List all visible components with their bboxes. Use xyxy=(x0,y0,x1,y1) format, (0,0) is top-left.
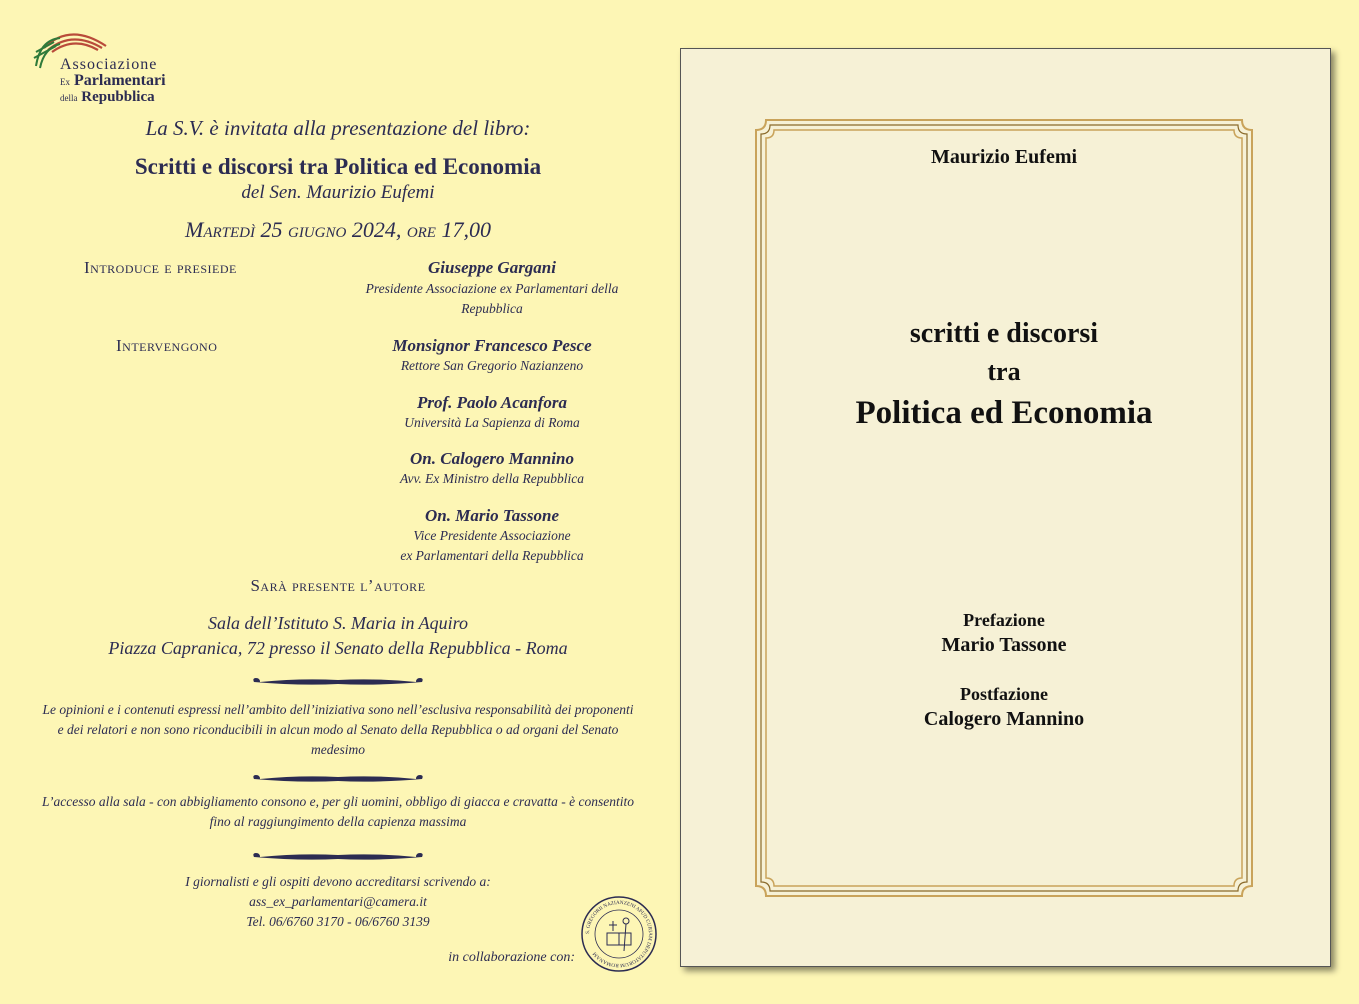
cover-ornamental-frame xyxy=(754,118,1254,898)
cover-afterword-label: Postfazione xyxy=(960,684,1048,704)
cover-title-line-3: Politica ed Economia xyxy=(855,395,1153,431)
dress-code-notice: L’accesso alla sala - con abbigliamento consono e, per gli uomini, obbligo di giacca e cravatta - è consentito fino al raggiungimento della capienza massima xyxy=(42,794,634,829)
speaker-name: On. Mario Tassone xyxy=(425,506,559,525)
ornamental-divider xyxy=(250,675,426,689)
venue-line-1: Sala dell’Istituto S. Maria in Aquiro xyxy=(208,613,468,633)
speaker-name: Monsignor Francesco Pesce xyxy=(392,336,592,355)
disclaimer-notice: Le opinioni e i contenuti espressi nell’ambito dell’iniziativa sono nell’esclusiva responsabilità dei proponenti e dei relatori e non sono riconducibili in alcun modo al Senato della Repubblica o ad organi del Senato medesimo xyxy=(42,702,634,757)
speaker-item xyxy=(350,506,634,566)
ornamental-divider xyxy=(250,850,426,864)
logo-line-2: Ex Parlamentari xyxy=(60,72,166,89)
event-date: Martedì 25 giugno 2024, ore 17,00 xyxy=(185,217,491,242)
logo-line-1: Associazione xyxy=(60,56,158,73)
invitation-intro: La S.V. è invitata alla presentazione del libro: xyxy=(145,116,531,140)
invitation-book-author: del Sen. Maurizio Eufemi xyxy=(241,182,435,203)
speaker-description-line-2: ex Parlamentari della Repubblica xyxy=(400,548,584,563)
cover-author: Maurizio Eufemi xyxy=(930,146,1078,168)
speaker-name: Prof. Paolo Acanfora xyxy=(416,393,567,412)
accreditation-email[interactable]: ass_ex_parlamentari@camera.it xyxy=(249,894,427,909)
accreditation-phone: Tel. 06/6760 3170 - 06/6760 3139 xyxy=(246,914,430,929)
chair-block xyxy=(350,258,634,319)
speakers-role-label: Intervengono xyxy=(116,336,218,355)
speaker-description: Vice Presidente Associazione xyxy=(413,528,571,543)
accreditation-block xyxy=(40,872,636,932)
author-presence: Sarà presente l’autore xyxy=(250,576,426,595)
seal-icon xyxy=(580,895,658,973)
logo-line-3: della Repubblica xyxy=(60,89,155,105)
speaker-item xyxy=(350,393,634,433)
collaboration-label: in collaborazione con: xyxy=(448,950,575,965)
cover-title-line-1: scritti e discorsi xyxy=(909,318,1099,349)
cover-preface-label: Prefazione xyxy=(963,610,1045,630)
speaker-item xyxy=(350,336,634,376)
cover-afterword-author: Calogero Mannino xyxy=(923,708,1085,730)
speaker-description: Università La Sapienza di Roma xyxy=(404,415,580,430)
chair-description: Presidente Associazione ex Parlamentari della Repubblica xyxy=(365,281,619,316)
association-logo xyxy=(30,26,190,110)
seal-text: S. GREGORII NAZIANZENI APUD CURIAM DEPUTATORUM ROMANAM xyxy=(584,899,654,969)
chair-role-label: Introduce e presiede xyxy=(84,258,237,277)
ornamental-divider xyxy=(250,772,426,786)
cover-title-line-2: tra xyxy=(987,357,1021,386)
chair-name: Giuseppe Gargani xyxy=(428,258,556,277)
speaker-description: Avv. Ex Ministro della Repubblica xyxy=(399,471,585,486)
venue-line-2: Piazza Capranica, 72 presso il Senato della Repubblica - Roma xyxy=(108,638,568,658)
invitation-book-title: Scritti e discorsi tra Politica ed Economia xyxy=(134,154,542,179)
speaker-item xyxy=(350,449,634,489)
accreditation-text: I giornalisti e gli ospiti devono accreditarsi scrivendo a: xyxy=(185,874,491,889)
speaker-description: Rettore San Gregorio Nazianzeno xyxy=(400,358,584,373)
cover-preface-author: Mario Tassone xyxy=(941,634,1067,656)
speaker-name: On. Calogero Mannino xyxy=(410,449,574,468)
